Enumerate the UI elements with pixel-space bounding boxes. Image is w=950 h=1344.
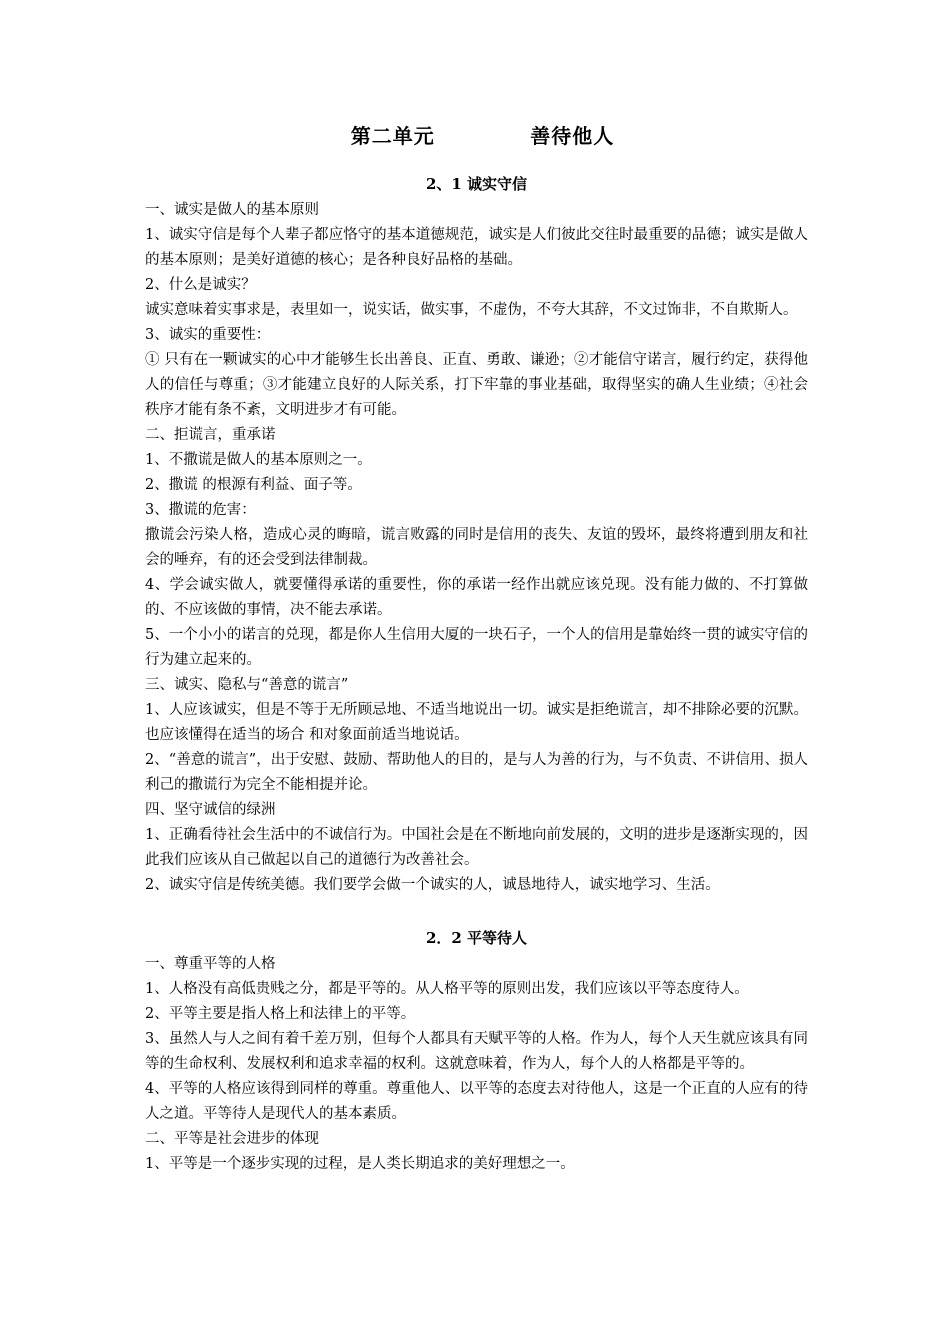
paragraph: 4、平等的人格应该得到同样的尊重。尊重他人、以平等的态度去对待他人，这是一个正直的人应有的待人之道。平等待人是现代人的基本素质。	[145, 1081, 808, 1122]
paragraph: 1、正确看待社会生活中的不诚信行为。中国社会是在不断地向前发展的，文明的进步是逐渐实现的，因此我们应该从自己做起以自己的道德行为改善社会。	[145, 827, 808, 868]
paragraph: ① 只有在一颗诚实的心中才能够生长出善良、正直、勇敢、谦逊；②才能信守诺言，履行约定，获得他人的信任与尊重；③才能建立良好的人际关系，打下牢靠的事业基础，取得坚实的确人生业绩；④社会秩序才能有条不紊，文明进步才有可能。	[145, 352, 808, 418]
section-title-equality: 2．2 平等待人	[425, 929, 528, 947]
subheading: 二、拒谎言，重承诺	[145, 427, 276, 443]
paragraph: 1、人应该诚实，但是不等于无所顾忌地、不适当地说出一切。诚实是拒绝谎言，却不排除必要的沉默。也应该懂得在适当的场合 和对象面前适当地说话。	[145, 702, 808, 743]
section-body-equality	[145, 952, 808, 1177]
subheading: 三、诚实、隐私与“善意的谎言”	[145, 677, 349, 693]
paragraph: 4、学会诚实做人，就要懂得承诺的重要性，你的承诺一经作出就应该兑现。没有能力做的、不打算做的、不应该做的事情，决不能去承诺。	[145, 577, 808, 618]
paragraph: 2、撒谎 的根源有利益、面子等。	[145, 477, 362, 493]
subheading: 一、诚实是做人的基本原则	[145, 202, 319, 218]
document-title: 第二单元 善待他人	[350, 124, 615, 148]
subheading: 一、尊重平等的人格	[145, 956, 276, 972]
paragraph: 3、诚实的重要性：	[145, 327, 271, 343]
paragraph: 1、诚实守信是每个人辈子都应恪守的基本道德规范，诚实是人们彼此交往时最重要的品德；诚实是做人的基本原则；是美好道德的核心；是各种良好品格的基础。	[145, 227, 808, 268]
paragraph: 诚实意味着实事求是，表里如一，说实话，做实事，不虚伪，不夸大其辞，不文过饰非，不自欺斯人。	[145, 302, 798, 318]
paragraph: 1、平等是一个逐步实现的过程，是人类长期追求的美好理想之一。	[145, 1156, 575, 1172]
paragraph: 3、虽然人与人之间有着千差万别，但每个人都具有天赋平等的人格。作为人，每个人天生就应该具有同等的生命权利、发展权利和追求幸福的权利。这就意味着，作为人，每个人的人格都是平等的。	[145, 1031, 808, 1072]
paragraph: 1、人格没有高低贵贱之分，都是平等的。从人格平等的原则出发，我们应该以平等态度待人。	[145, 981, 749, 997]
document-page	[145, 118, 808, 1177]
paragraph: 撒谎会污染人格，造成心灵的晦暗，谎言败露的同时是信用的丧失、友谊的毁坏，最终将遭到朋友和社会的唾弃，有的还会受到法律制裁。	[145, 527, 808, 568]
subheading: 四、坚守诚信的绿洲	[145, 802, 276, 818]
paragraph: 2、诚实守信是传统美德。我们要学会做一个诚实的人，诚恳地待人，诚实地学习、生活。	[145, 877, 720, 893]
paragraph: 1、不撒谎是做人的基本原则之一。	[145, 452, 372, 468]
section-title-honesty: 2、1 诚实守信	[425, 175, 528, 193]
paragraph: 2、“善意的谎言”，出于安慰、鼓励、帮助他人的目的，是与人为善的行为，与不负责、不讲信用、损人利己的撒谎行为完全不能相提并论。	[145, 752, 808, 793]
paragraph: 2、平等主要是指人格上和法律上的平等。	[145, 1006, 416, 1022]
subheading: 二、平等是社会进步的体现	[145, 1131, 319, 1147]
section-body-honesty	[145, 198, 808, 898]
paragraph: 2、什么是诚实？	[145, 277, 256, 293]
paragraph: 5、一个小小的诺言的兑现，都是你人生信用大厦的一块石子，一个人的信用是靠始终一贯的诚实守信的行为建立起来的。	[145, 627, 808, 668]
paragraph: 3、撒谎的危害：	[145, 502, 256, 518]
